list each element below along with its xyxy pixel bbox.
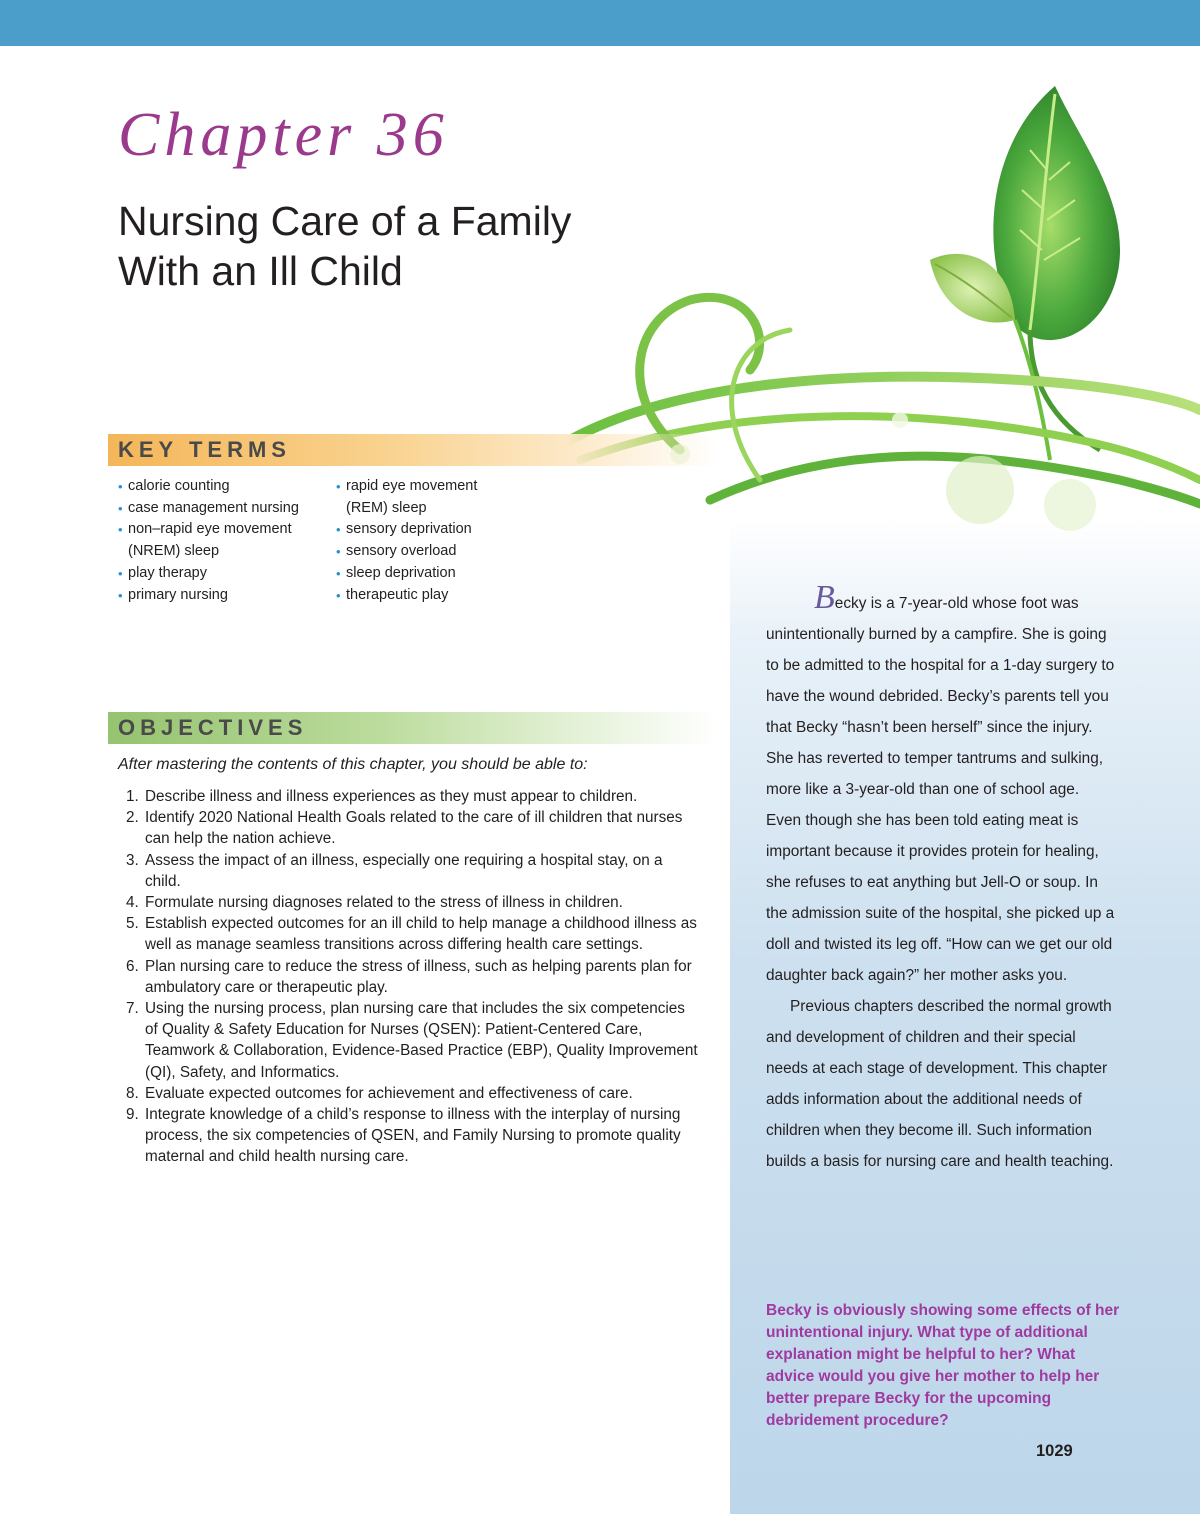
key-term-item: • play therapy [118,563,328,585]
objective-item: 6. Plan nursing care to reduce the stress of illness, such as helping parents plan for ambulatory care or therapeutic play. [126,957,692,996]
key-term-item: • sensory deprivation [336,519,536,541]
chapter-title [118,196,678,296]
chapter-title-line2: With an Ill Child [118,248,403,294]
story-paragraph-2: Previous chapters described the normal growth and development of children and their special needs at each stage of development. This chapter adds information about the additional needs of children when they become ill. Such information builds a basis for nursing care and health teaching. [766,998,1114,1170]
objective-item: 1. Describe illness and illness experiences as they must appear to children. [126,788,638,805]
critical-thinking-question: Becky is obviously showing some effects of her unintentional injury. What type of additional explanation might be helpful to her? What advice would you give her mother to help her better prepare Becky for the upcoming debridement procedure? [766,1302,1120,1429]
key-terms-heading: KEY TERMS [118,437,291,462]
objective-item: 5. Establish expected outcomes for an ill child to help manage a childhood illness as well as manage seamless transitions across differing health care settings. [126,915,697,954]
objective-item: 8. Evaluate expected outcomes for achievement and effectiveness of care. [126,1084,633,1102]
objective-item: 7. Using the nursing process, plan nursing care that includes the six competencies of Quality & Safety Education for Nurses (QSEN): Patient-Centered Care, Teamwork & Collaboration, Evidence-Based Practice (EBP), Quality Improvement (QI), Safety, and Informatics. [126,1000,698,1081]
key-term-item: • therapeutic play [336,585,536,607]
case-story [766,579,1116,1177]
page-number: 1029 [1036,1442,1073,1460]
leaf-illustration [560,80,1200,560]
objective-item: 2. Identify 2020 National Health Goals related to the care of ill children that nurses can help the nation achieve. [126,809,683,848]
bullet-icon: • [118,565,123,581]
bullet-icon: • [336,587,341,603]
objectives-intro: After mastering the contents of this chapter, you should be able to: [118,756,588,773]
key-term-item: • rapid eye movement (REM) sleep [336,478,478,516]
bullet-icon: • [336,565,341,581]
key-terms-left-list [118,476,328,606]
objectives-heading: OBJECTIVES [118,715,308,740]
key-term-item: • primary nursing [118,585,328,607]
bullet-icon: • [336,479,341,494]
key-term-item: • calorie counting [118,476,328,498]
drop-cap: B [814,579,835,616]
key-terms-bar [108,434,718,466]
story-paragraph-1: Becky is a 7-year-old whose foot was unintentionally burned by a campfire. She is going to be admitted to the hospital for a 1-day surgery to have the wound debrided. Becky’s parents tell you that Becky “hasn’t been herself” since the injury. She has reverted to temper tantrums and sulking, more like a 3-year-old than one of school age. Even though she has been told eating meat is important because it provides protein for healing, she refuses to eat anything but Jell-O or soup. In the admission suite of the hospital, she picked up a doll and twisted its leg off. “How can we get our old daughter back again?” her mother asks you. [766,579,1115,984]
bullet-icon: • [336,522,341,538]
objective-item: 3. Assess the impact of an illness, especially one requiring a hospital stay, on a child. [126,851,663,890]
objectives-list [118,786,698,1168]
chapter-title-line1: Nursing Care of a Family [118,198,572,244]
chapter-label: Chapter 36 [118,101,449,169]
bullet-icon: • [118,500,123,516]
key-term-item: • case management nursing [118,498,328,520]
objectives-bar [108,712,718,744]
bullet-icon: • [118,479,123,494]
top-color-band [0,0,1200,46]
key-term-item: • sensory overload [336,541,536,563]
objective-item: 9. Integrate knowledge of a child’s response to illness with the interplay of nursing process, the six competencies of QSEN, and Family Nursing to promote quality maternal and child health nursing care. [126,1106,681,1166]
bullet-icon: • [118,522,123,538]
key-term-item: • non–rapid eye movement (NREM) sleep [118,521,292,560]
bullet-icon: • [118,587,123,603]
objective-item: 4. Formulate nursing diagnoses related to the stress of illness in children. [126,894,623,912]
bullet-icon: • [336,544,341,560]
key-term-item: • sleep deprivation [336,563,536,585]
key-terms-right-list [336,476,536,606]
